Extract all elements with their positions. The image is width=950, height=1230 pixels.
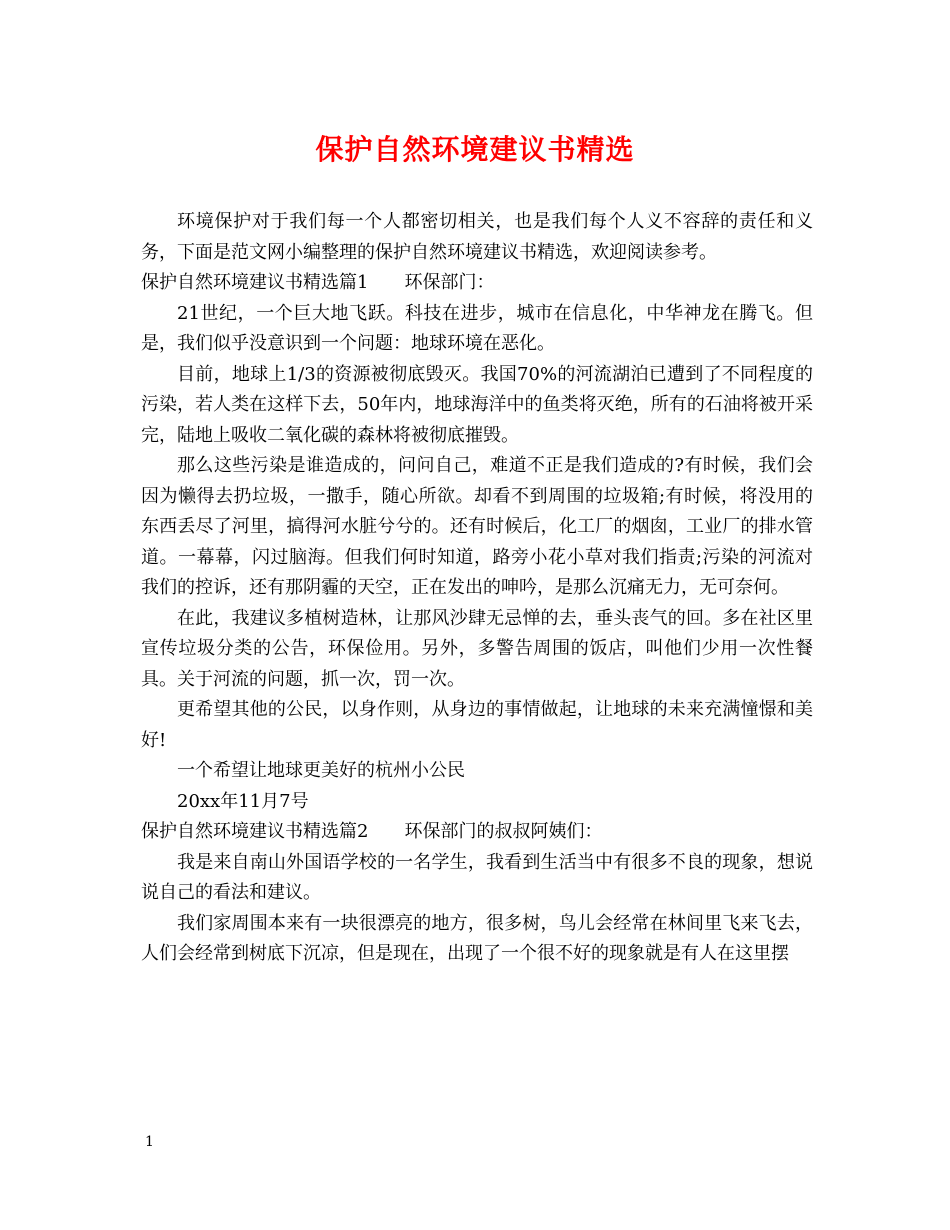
paragraph-7: 我们家周围本来有一块很漂亮的地方，很多树，鸟儿会经常在林间里飞来飞去，人们会经常到树底下沉凉，但是现在，出现了一个很不好的现象就是有人在这里摆 xyxy=(141,912,813,964)
signature-line: 一个希望让地球更美好的杭州小公民 xyxy=(177,760,465,781)
section-2-heading xyxy=(141,817,813,848)
document-body xyxy=(141,207,813,970)
paragraph-6: 我是来自南山外国语学校的一名学生，我看到生活当中有很多不良的现象，想说说自己的看法和建议。 xyxy=(141,851,813,903)
paragraph-5: 更希望其他的公民，以身作则，从身边的事情做起，让地球的未来充满憧憬和美好! xyxy=(141,699,813,751)
section-1-title: 保护自然环境建议书精选篇1 xyxy=(141,272,369,293)
intro-paragraph: 环境保护对于我们每一个人都密切相关，也是我们每个人义不容辞的责任和义务，下面是范文网小编整理的保护自然环境建议书精选，欢迎阅读参考。 xyxy=(141,211,813,263)
section-1-salutation: 环保部门： xyxy=(404,272,495,293)
section-2-salutation: 环保部门的叔叔阿姨们： xyxy=(404,821,603,842)
paragraph-1: 21世纪，一个巨大地飞跃。科技在进步，城市在信息化，中华神龙在腾飞。但是，我们似乎没意识到一个问题：地球环境在恶化。 xyxy=(141,302,813,354)
paragraph-2: 目前，地球上1/3的资源被彻底毁灭。我国70%的河流湖泊已遭到了不同程度的污染，若人类在这样下去，50年内，地球海洋中的鱼类将灭绝，所有的石油将被开采完，陆地上吸收二氧化碳的森林将被彻底摧毁。 xyxy=(141,363,813,446)
page-number: 1 xyxy=(145,1134,154,1150)
date-line: 20xx年11月7号 xyxy=(177,790,309,812)
section-2-title: 保护自然环境建议书精选篇2 xyxy=(141,821,369,842)
section-1-heading xyxy=(141,268,813,299)
paragraph-3: 那么这些污染是谁造成的，问问自己，难道不正是我们造成的?有时候，我们会因为懒得去扔垃圾，一撒手，随心所欲。却看不到周围的垃圾箱;有时候，将没用的东西丢尽了河里，搞得河水脏兮兮的。还有时候后，化工厂的烟囱，工业厂的排水管道。一幕幕，闪过脑海。但我们何时知道，路旁小花小草对我们指责;污染的河流对我们的控诉，还有那阴霾的天空，正在发出的呻吟，是那么沉痛无力，无可奈何。 xyxy=(141,455,813,598)
document-title: 保护自然环境建议书精选 xyxy=(315,133,635,166)
paragraph-4: 在此，我建议多植树造林，让那风沙肆无忌惮的去，垂头丧气的回。多在社区里宣传垃圾分类的公告，环保俭用。另外，多警告周围的饭店，叫他们少用一次性餐具。关于河流的问题，抓一次，罚一次。 xyxy=(141,607,813,690)
